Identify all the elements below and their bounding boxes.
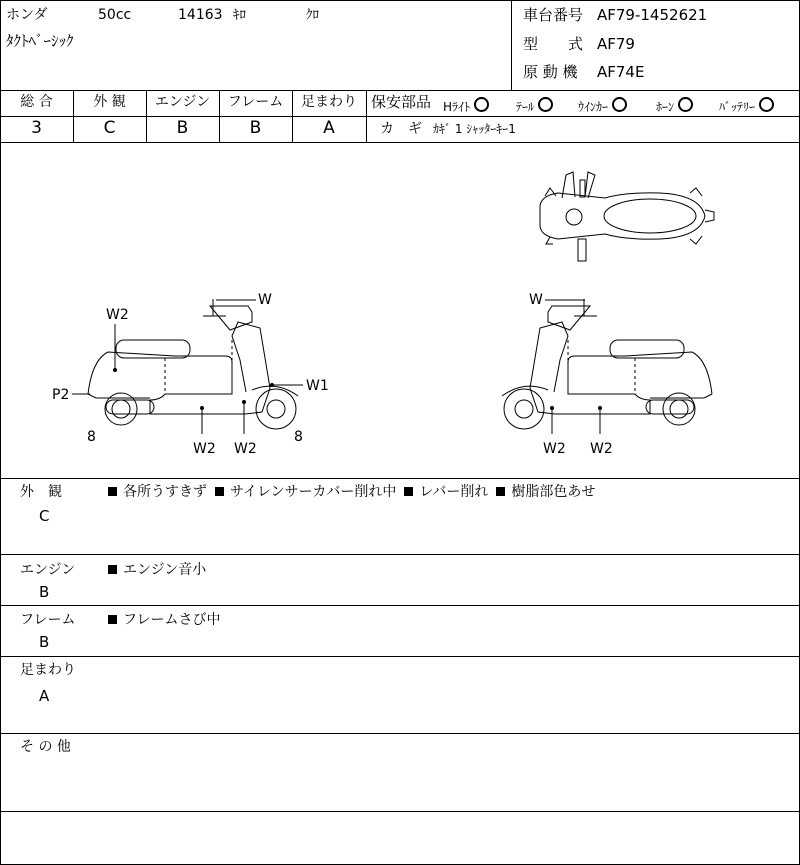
- grade-exterior: C: [103, 118, 116, 138]
- section-grade: C: [39, 507, 50, 525]
- grade-frame: B: [249, 118, 262, 138]
- label-p2: P2: [52, 387, 70, 403]
- label-w2-right-b: W2: [590, 441, 613, 457]
- section-line: [0, 733, 800, 734]
- type-value: AF79: [597, 35, 635, 53]
- color: ｸﾛ: [306, 8, 319, 23]
- diagram-bottom-line: [0, 478, 800, 479]
- section-title: 足まわり: [20, 662, 76, 678]
- section-grade: B: [39, 633, 50, 651]
- header-bottom-line: [0, 90, 800, 91]
- section-title: 外 観: [20, 484, 62, 500]
- section-title: そ の 他: [20, 739, 71, 755]
- section-comments: 各所うすきず サイレンサーカバー削れ中 レバー削れ 樹脂部色あせ: [108, 485, 595, 499]
- section-line: [0, 605, 800, 606]
- safety-mid-line: [366, 116, 800, 117]
- grade-header-exterior: 外 観: [93, 94, 126, 110]
- section-comments: エンジン音小: [108, 563, 206, 577]
- label-w-left: W: [258, 292, 272, 308]
- safety-item-battery: ﾊﾞｯﾃﾘｰ: [719, 97, 774, 113]
- label-w2-left-a: W2: [193, 441, 216, 457]
- label-w2-left-b: W2: [234, 441, 257, 457]
- label-w2-left-top: W2: [106, 307, 129, 323]
- bullet-square-icon: [496, 487, 505, 496]
- section-line: [0, 811, 800, 812]
- bullet-square-icon: [108, 615, 117, 624]
- safety-label: 保安部品: [371, 93, 432, 111]
- ok-circle-icon: [612, 97, 627, 112]
- grade-header-suspension: 足まわり: [301, 94, 357, 110]
- frame-no-label: 車台番号: [523, 6, 584, 24]
- grade-engine: B: [176, 118, 189, 138]
- label-8-left: 8: [87, 429, 96, 445]
- safety-item-headlight: Hﾗｲﾄ: [443, 97, 489, 113]
- grade-header-engine: エンジン: [154, 94, 211, 110]
- label-w1: W1: [306, 378, 329, 394]
- frame-no: AF79-1452621: [597, 6, 708, 24]
- section-title: エンジン: [20, 562, 76, 578]
- label-w2-right-a: W2: [543, 441, 566, 457]
- displacement: 50cc: [98, 7, 132, 23]
- bullet-square-icon: [215, 487, 224, 496]
- section-comments: フレームさび中: [108, 613, 220, 627]
- ok-circle-icon: [474, 97, 489, 112]
- section-line: [0, 656, 800, 657]
- key-label: カ ギ: [380, 121, 422, 137]
- section-grade: A: [39, 687, 50, 705]
- model-name: ﾀｸﾄﾍﾞｰｼｯｸ: [6, 32, 74, 50]
- section-grade: B: [39, 583, 50, 601]
- bullet-square-icon: [108, 487, 117, 496]
- header-divider: [511, 0, 512, 90]
- grade-header-overall: 総 合: [20, 94, 53, 110]
- ok-circle-icon: [759, 97, 774, 112]
- engine-value: AF74E: [597, 63, 645, 81]
- grades-mid-line: [0, 116, 366, 117]
- type-label: 型 式: [523, 35, 584, 53]
- safety-item-horn: ﾎｰﾝ: [656, 97, 693, 113]
- scooter-top-view: [540, 172, 714, 261]
- scooter-right-view: [502, 299, 712, 429]
- safety-item-winker: ｳｲﾝｶｰ: [578, 97, 627, 113]
- label-w-right: W: [529, 292, 543, 308]
- ok-circle-icon: [538, 97, 553, 112]
- section-title: フレーム: [20, 612, 76, 628]
- mileage: 14163: [178, 7, 223, 23]
- bullet-square-icon: [404, 487, 413, 496]
- grade-suspension: A: [323, 118, 335, 138]
- grade-overall: 3: [31, 118, 42, 138]
- maker: ホンダ: [6, 7, 48, 23]
- section-line: [0, 554, 800, 555]
- grade-header-frame: フレーム: [227, 94, 284, 110]
- safety-item-tail: ﾃｰﾙ: [516, 97, 553, 113]
- label-8-right: 8: [294, 429, 303, 445]
- ok-circle-icon: [678, 97, 693, 112]
- key-value: ｶｷﾞ 1 ｼｬｯﾀｰｷｰ1: [433, 122, 516, 136]
- engine-label: 原 動 機: [523, 63, 578, 81]
- mileage-unit: ｷﾛ: [233, 8, 246, 23]
- bullet-square-icon: [108, 565, 117, 574]
